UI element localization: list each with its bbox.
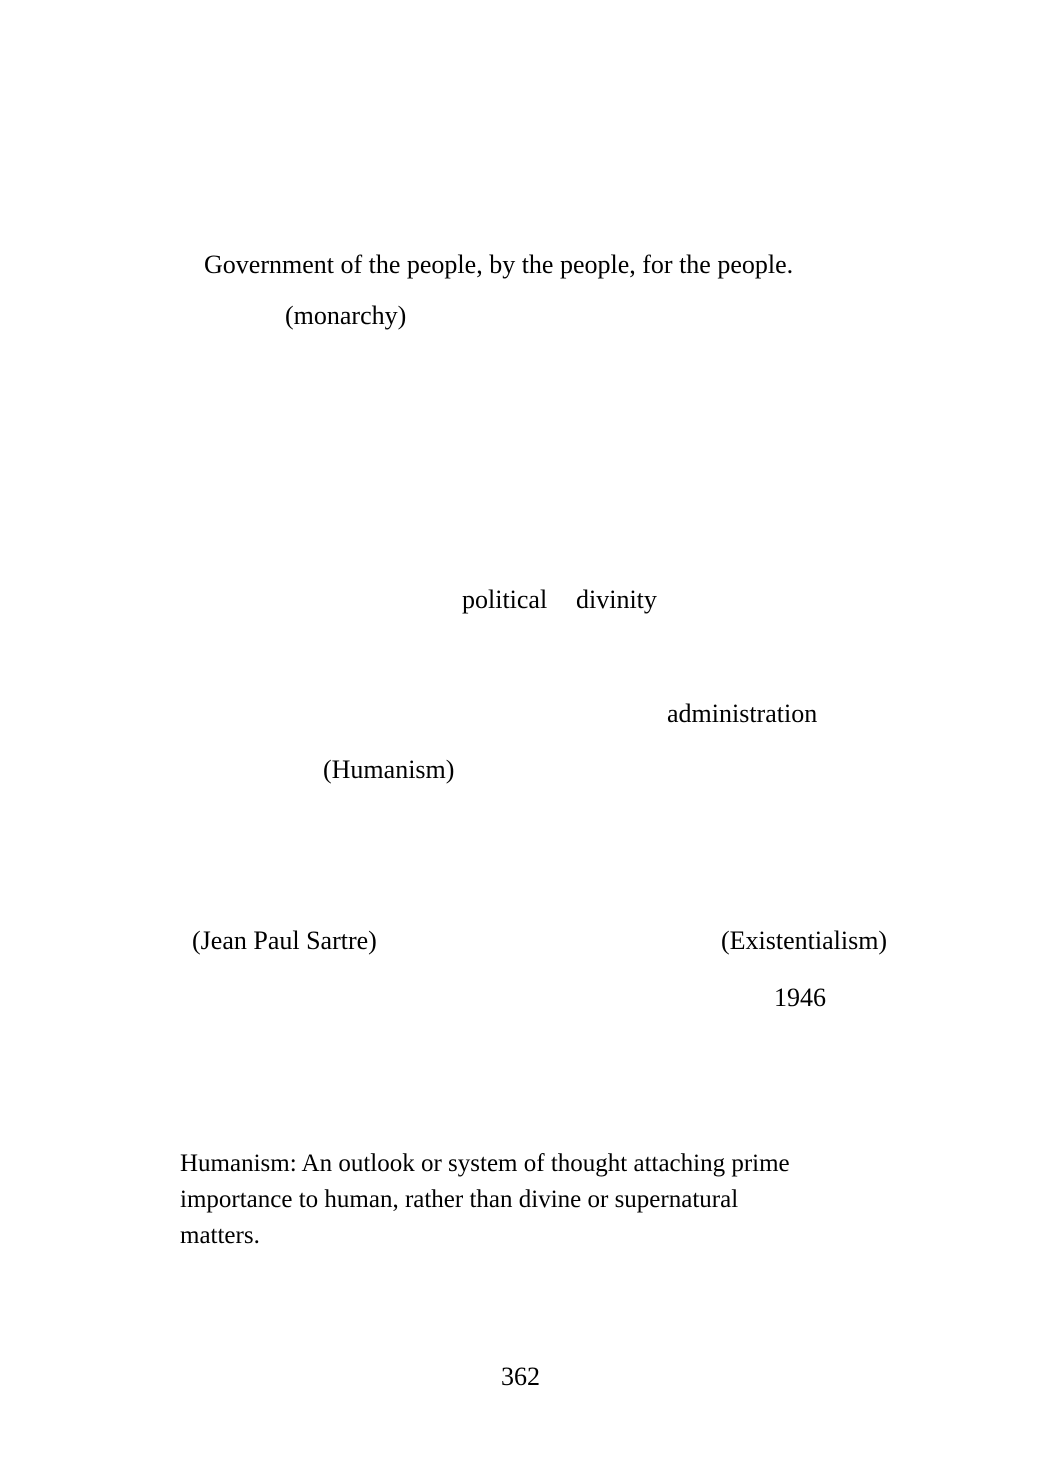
footnote bbox=[180, 1146, 880, 1254]
page-number: 362 bbox=[501, 1362, 540, 1391]
sartre-name: (Jean Paul Sartre) bbox=[192, 926, 377, 955]
footnote-line-1: Humanism: An outlook or system of thought attaching prime bbox=[180, 1150, 790, 1177]
humanism-term: (Humanism) bbox=[323, 755, 455, 784]
administration-term: administration bbox=[667, 699, 818, 728]
political-term: political bbox=[462, 585, 548, 614]
footnote-line-3: matters. bbox=[180, 1222, 260, 1249]
existentialism-term: (Existentialism) bbox=[721, 926, 888, 955]
footnote-line-2: importance to human, rather than divine or supernatural bbox=[180, 1186, 739, 1213]
monarchy-term: (monarchy) bbox=[285, 301, 407, 330]
quote-line: Government of the people, by the people, for the people. bbox=[204, 250, 794, 279]
year: 1946 bbox=[774, 983, 826, 1012]
divinity-term: divinity bbox=[576, 585, 657, 614]
